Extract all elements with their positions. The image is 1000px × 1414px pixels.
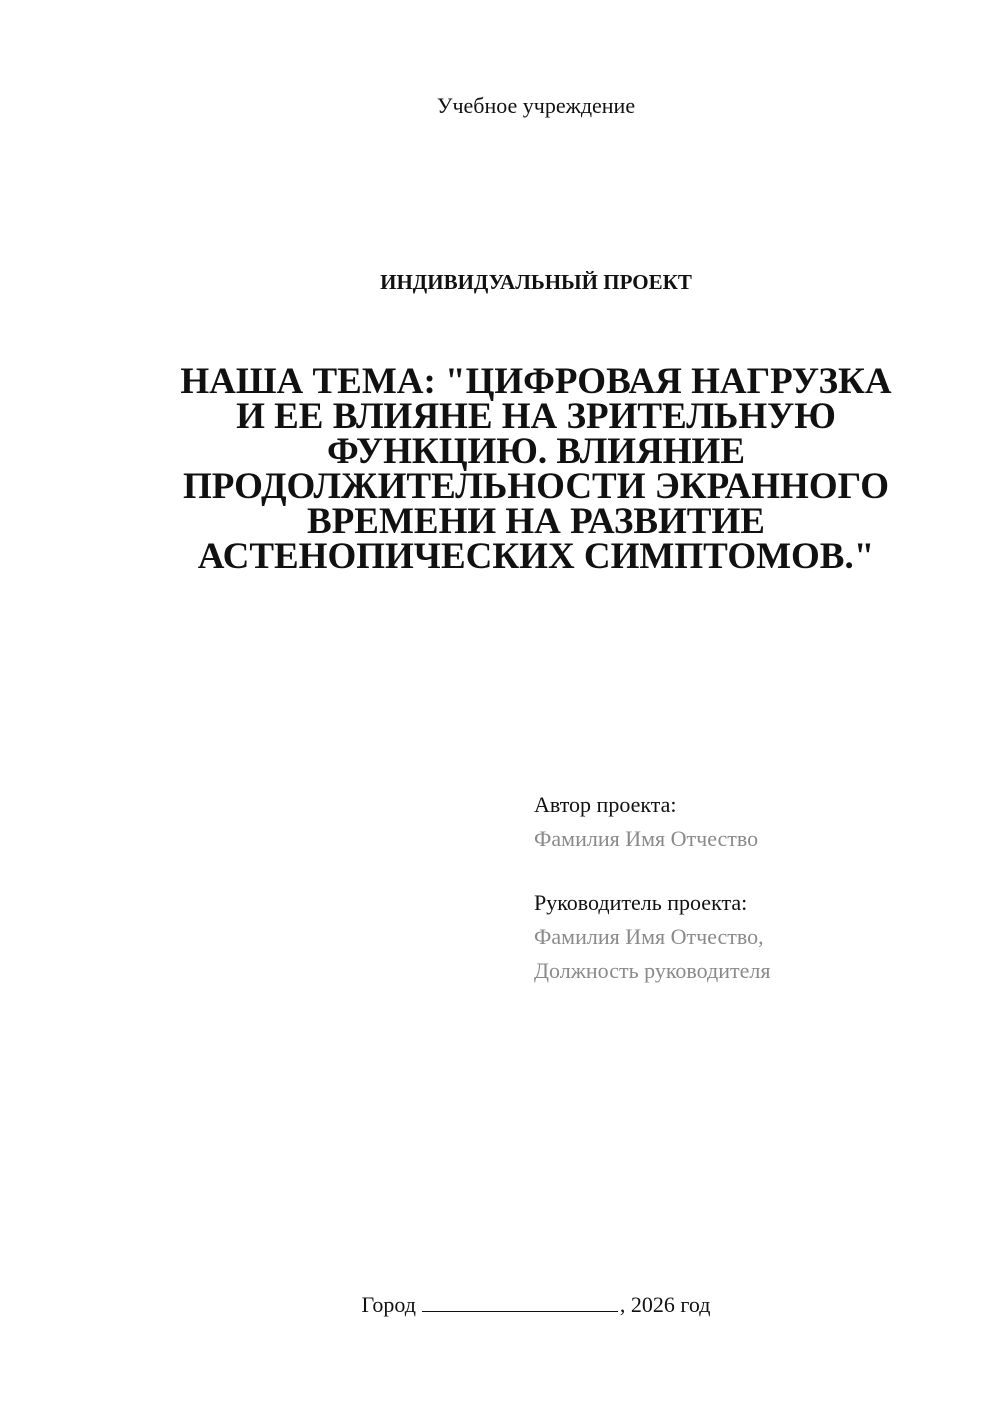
topic-line: ПРОДОЛЖИТЕЛЬНОСТИ ЭКРАННОГО	[182, 466, 890, 507]
supervisor-name-placeholder: Фамилия Имя Отчество,	[534, 924, 764, 949]
topic-line: И ЕЕ ВЛИЯНЕ НА ЗРИТЕЛЬНУЮ	[236, 396, 836, 437]
supervisor-label: Руководитель проекта:	[534, 890, 748, 915]
city-blank-underline	[422, 1291, 618, 1312]
city-label: Город	[361, 1292, 416, 1317]
project-credits	[534, 788, 974, 988]
project-topic-title	[160, 361, 912, 577]
author-name-placeholder: Фамилия Имя Отчество	[534, 826, 759, 851]
supervisor-position-placeholder: Должность руководителя	[534, 958, 771, 983]
year-text: , 2026 год	[619, 1292, 711, 1317]
topic-line: ВРЕМЕНИ НА РАЗВИТИЕ	[307, 501, 765, 542]
document-type-heading: ИНДИВИДУАЛЬНЫЙ ПРОЕКТ	[380, 270, 692, 294]
city-year-footer	[0, 1290, 1000, 1320]
credits-spacer	[534, 856, 974, 886]
topic-line: АСТЕНОПИЧЕСКИХ СИМПТОМОВ."	[197, 536, 875, 577]
topic-line: ФУНКЦИЮ. ВЛИЯНИЕ	[326, 431, 746, 472]
institution-name: Учебное учреждение	[436, 93, 636, 118]
topic-line: НАША ТЕМА: "ЦИФРОВАЯ НАГРУЗКА	[180, 361, 892, 402]
author-label: Автор проекта:	[534, 792, 677, 817]
